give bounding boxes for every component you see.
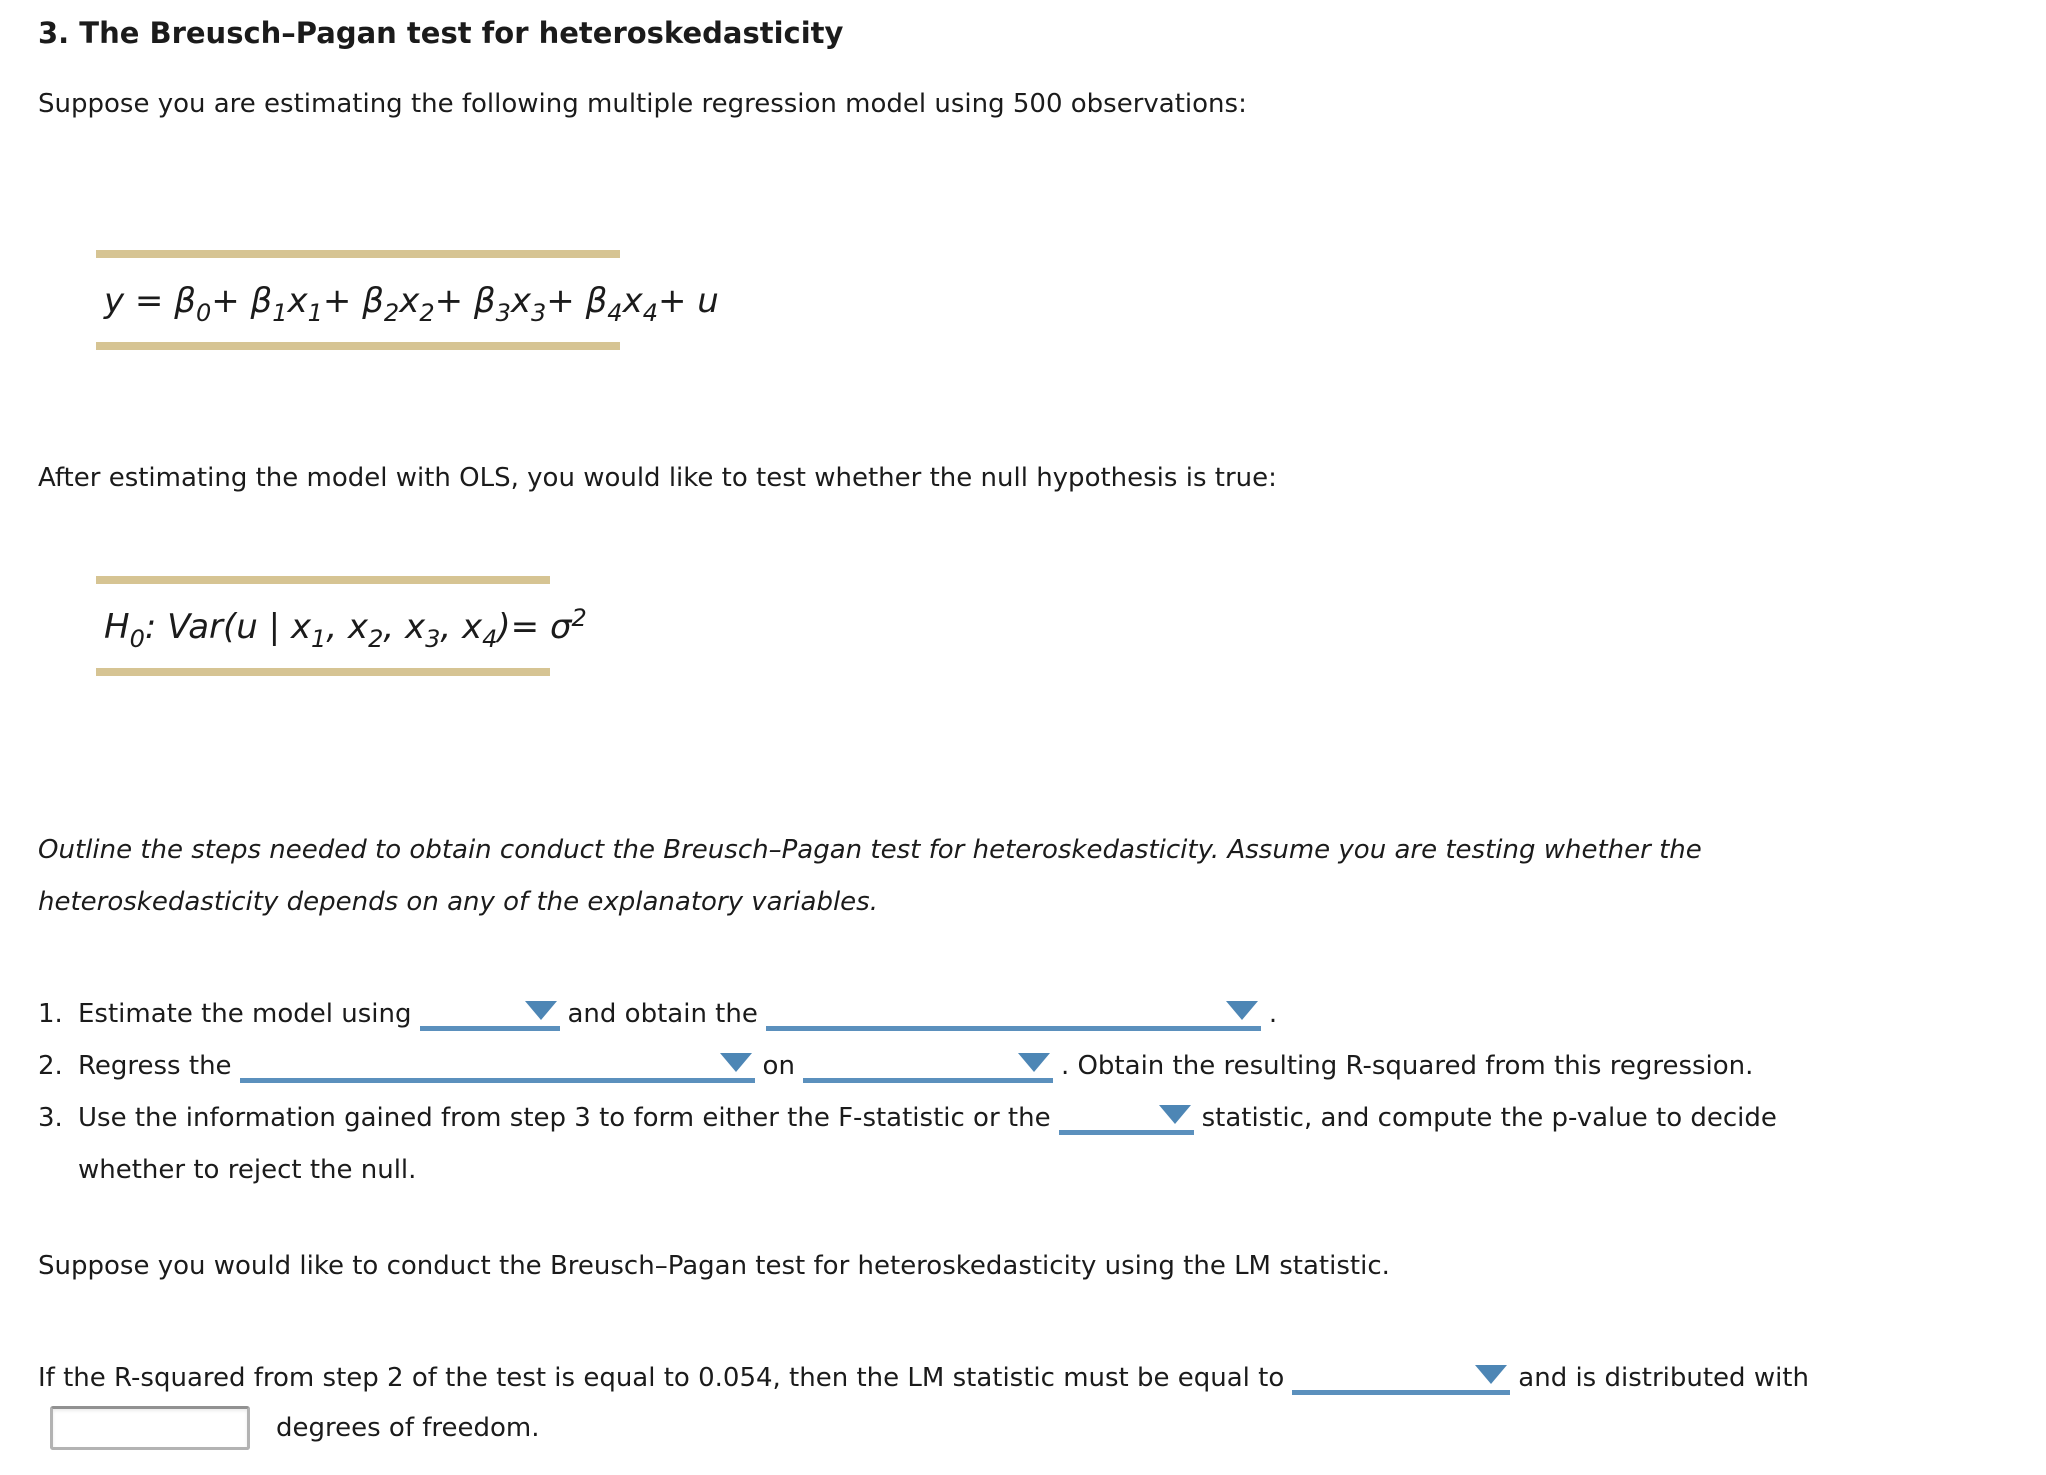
step-number: 3. bbox=[38, 1103, 63, 1133]
degrees-of-freedom-label: degrees of freedom. bbox=[276, 1413, 540, 1443]
answer-dropdown[interactable] bbox=[240, 1046, 755, 1083]
final-question-line1 bbox=[38, 1352, 2006, 1404]
sentence-fragment: Regress the bbox=[78, 1051, 232, 1081]
sentence-fragment: If the R-squared from step 2 of the test is equal to 0.054, then the LM statistic must be equal to bbox=[38, 1363, 1285, 1393]
sentence-fragment: and is distributed with bbox=[1518, 1363, 1809, 1393]
null-hypothesis-box bbox=[96, 576, 587, 676]
model-equation: $y = \beta_0+ \beta_1x_1+ \beta_2x_2+ \beta_3x_3+ \beta_4x_4+ u$ bbox=[104, 281, 719, 327]
dropdown-arrow-icon bbox=[1159, 1105, 1191, 1124]
dropdown-arrow-icon bbox=[1018, 1053, 1050, 1072]
subscript: 3 bbox=[495, 299, 511, 327]
final-question bbox=[38, 1352, 2006, 1450]
answer-dropdown[interactable] bbox=[1059, 1098, 1194, 1135]
subscript: 3 bbox=[531, 299, 547, 327]
subscript: 1 bbox=[272, 299, 288, 327]
model-equation-box bbox=[96, 250, 719, 350]
subscript: 0 bbox=[129, 625, 145, 653]
dropdown-arrow-icon bbox=[525, 1001, 557, 1020]
answer-dropdown[interactable] bbox=[1292, 1358, 1510, 1395]
subscript: 0 bbox=[195, 299, 212, 327]
steps-list bbox=[38, 988, 2006, 1196]
subscript: 4 bbox=[607, 299, 623, 327]
subscript: 3 bbox=[425, 625, 441, 653]
dropdown-arrow-icon bbox=[720, 1053, 752, 1072]
step-number: 1. bbox=[38, 999, 63, 1029]
subscript: 4 bbox=[482, 625, 498, 653]
dropdown-arrow-icon bbox=[1226, 1001, 1258, 1020]
step-item bbox=[38, 1040, 2006, 1092]
question-title: 3. The Breusch–Pagan test for heteroskedasticity bbox=[38, 16, 844, 50]
superscript: 2 bbox=[571, 604, 587, 632]
sentence-fragment: on bbox=[762, 1051, 795, 1081]
subscript: 2 bbox=[419, 299, 435, 327]
sentence-fragment: Estimate the model using bbox=[78, 999, 412, 1029]
answer-dropdown[interactable] bbox=[766, 994, 1261, 1031]
final-question-line2 bbox=[38, 1406, 2006, 1450]
sentence-fragment: Use the information gained from step 3 to form either the F-statistic or the bbox=[78, 1103, 1051, 1133]
sentence-fragment: . bbox=[1268, 999, 1278, 1029]
answer-dropdown[interactable] bbox=[803, 1046, 1053, 1083]
step-item bbox=[38, 988, 2006, 1040]
sentence-fragment: whether to reject the null. bbox=[78, 1155, 417, 1185]
degrees-of-freedom-input[interactable] bbox=[50, 1406, 250, 1450]
step-number: 2. bbox=[38, 1051, 63, 1081]
sentence-fragment: . Obtain the resulting R-squared from this regression. bbox=[1060, 1051, 1754, 1081]
sentence-fragment: and obtain the bbox=[567, 999, 758, 1029]
answer-dropdown[interactable] bbox=[420, 994, 560, 1031]
subscript: 1 bbox=[311, 625, 327, 653]
dropdown-arrow-icon bbox=[1475, 1365, 1507, 1384]
subscript: 1 bbox=[307, 299, 323, 327]
step-item bbox=[38, 1092, 2006, 1196]
subscript: 2 bbox=[368, 625, 384, 653]
null-hypothesis-equation: $H_0$: Var(u | $x_1$, $x_2$, $x_3$, $x_4)= \sigma^2$ bbox=[104, 604, 587, 653]
sentence-fragment: statistic, and compute the p-value to decide bbox=[1201, 1103, 1777, 1133]
intro-paragraph: Suppose you are estimating the following multiple regression model using 500 observations: bbox=[38, 89, 1247, 119]
outline-paragraph: Outline the steps needed to obtain conduct the Breusch–Pagan test for heteroskedasticity. Assume you are testing whether the heteroskedasticity depends on any of the explanatory variables. bbox=[38, 835, 1702, 917]
subscript: 4 bbox=[642, 299, 658, 327]
after-ols-paragraph: After estimating the model with OLS, you would like to test whether the null hypothesis is true: bbox=[38, 463, 1277, 493]
lm-statistic-paragraph: Suppose you would like to conduct the Breusch–Pagan test for heteroskedasticity using the LM statistic. bbox=[38, 1251, 1390, 1281]
subscript: 2 bbox=[383, 299, 400, 327]
